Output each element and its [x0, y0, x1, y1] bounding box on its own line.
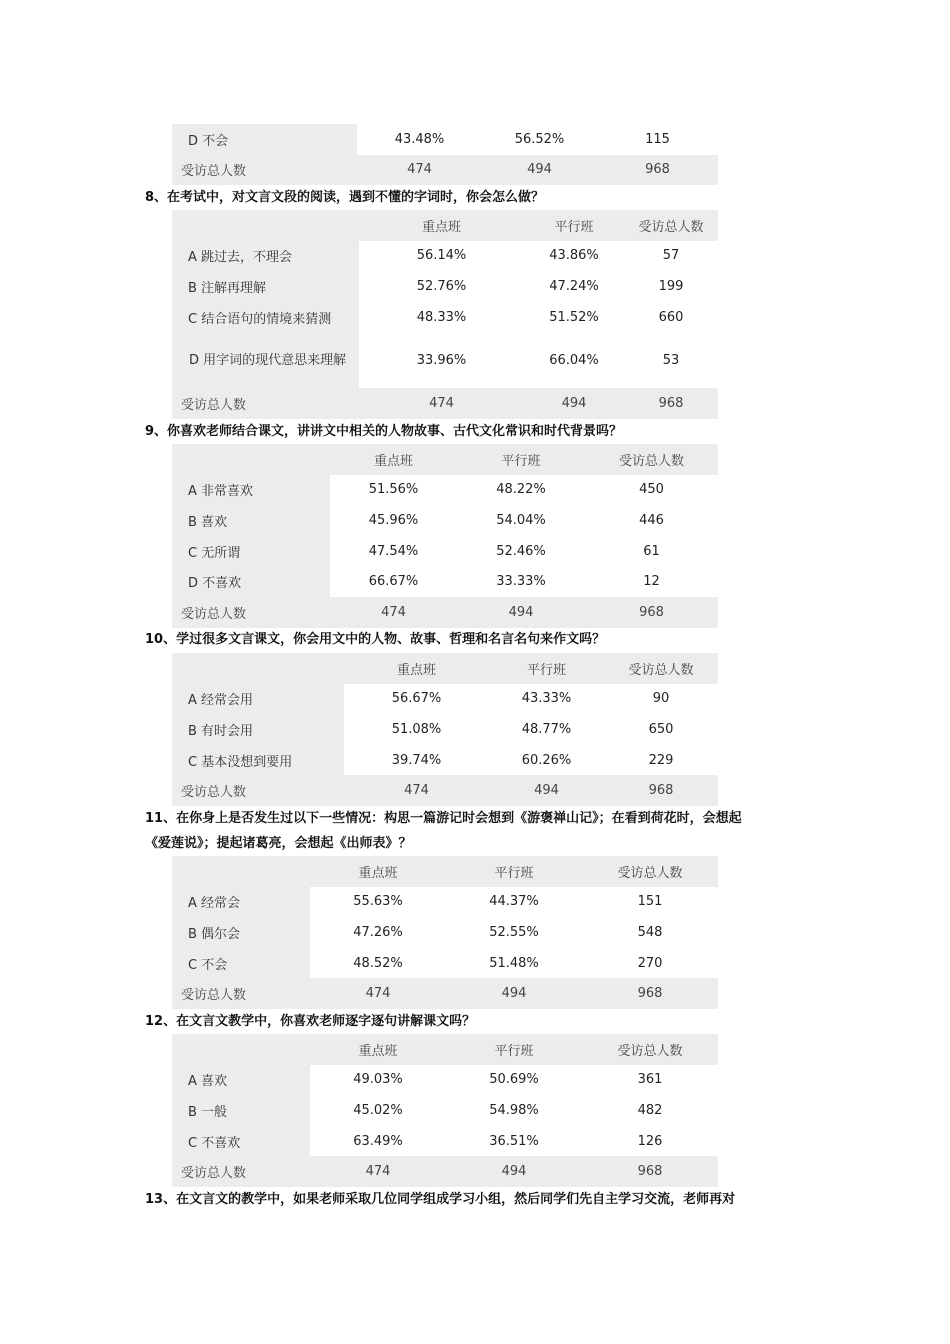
table-row	[172, 684, 718, 715]
key-class-value: 48.33%	[359, 302, 524, 333]
key-class-total: 474	[357, 155, 482, 186]
parallel-class-value: 47.24%	[524, 271, 624, 302]
header-empty	[172, 444, 330, 475]
table-row	[172, 124, 718, 155]
header-parallel-class: 平行班	[457, 444, 585, 475]
row-label: C 基本没想到要用	[172, 745, 344, 776]
key-class-value: 39.74%	[344, 745, 489, 776]
table-row	[172, 1126, 718, 1157]
total-value: 61	[585, 536, 718, 567]
question-8: 8、在考试中，对文言文段的阅读，遇到不懂的字词时，你会怎么做？	[145, 190, 545, 205]
key-class-total: 474	[310, 978, 446, 1009]
table-header	[172, 1034, 718, 1065]
header-empty	[172, 856, 310, 887]
question-13: 13、在文言文的教学中，如果老师采取几位同学组成学习小组，然后同学们先自主学习交流，老师再对	[145, 1192, 736, 1207]
key-class-value: 47.54%	[330, 536, 457, 567]
header-parallel-class: 平行班	[446, 856, 582, 887]
table-header	[172, 210, 718, 241]
key-class-value: 56.67%	[344, 684, 489, 715]
key-class-value: 43.48%	[357, 124, 482, 155]
q7-table	[172, 124, 718, 185]
row-label: A 经常会	[172, 887, 310, 918]
header-key-class: 重点班	[330, 444, 457, 475]
totals-label: 受访总人数	[172, 978, 310, 1009]
parallel-class-value: 44.37%	[446, 887, 582, 918]
key-class-total: 474	[310, 1156, 446, 1187]
row-label: C 不喜欢	[172, 1126, 310, 1157]
key-class-value: 51.56%	[330, 475, 457, 506]
row-label: C 不会	[172, 948, 310, 979]
header-empty	[172, 653, 344, 684]
key-class-value: 45.96%	[330, 505, 457, 536]
question-9: 9、你喜欢老师结合课文，讲讲文中相关的人物故事、古代文化常识和时代背景吗？	[145, 424, 623, 439]
row-label: A 非常喜欢	[172, 475, 330, 506]
table-row	[172, 241, 718, 272]
parallel-class-value: 51.48%	[446, 948, 582, 979]
row-label: C 无所谓	[172, 536, 330, 567]
total-value: 115	[597, 124, 718, 155]
parallel-class-value: 43.33%	[489, 684, 604, 715]
parallel-class-value: 51.52%	[524, 302, 624, 333]
parallel-class-value: 33.33%	[457, 566, 585, 597]
totals-row	[172, 775, 718, 806]
totals-label: 受访总人数	[172, 1156, 310, 1187]
parallel-class-total: 494	[482, 155, 597, 186]
total-value: 151	[582, 887, 718, 918]
table-row	[172, 1065, 718, 1096]
total-value: 482	[582, 1095, 718, 1126]
totals-row	[172, 597, 718, 628]
total-value: 660	[624, 302, 718, 333]
header-key-class: 重点班	[310, 1034, 446, 1065]
grand-total: 968	[604, 775, 718, 806]
table-row	[172, 475, 718, 506]
parallel-class-total: 494	[489, 775, 604, 806]
header-key-class: 重点班	[359, 210, 524, 241]
table-row	[172, 536, 718, 567]
total-value: 57	[624, 241, 718, 272]
key-class-value: 48.52%	[310, 948, 446, 979]
parallel-class-value: 50.69%	[446, 1065, 582, 1096]
key-class-total: 474	[344, 775, 489, 806]
totals-label: 受访总人数	[172, 155, 357, 186]
q11-table	[172, 856, 718, 1009]
table-row	[172, 887, 718, 918]
total-value: 270	[582, 948, 718, 979]
grand-total: 968	[585, 597, 718, 628]
key-class-value: 47.26%	[310, 917, 446, 948]
header-key-class: 重点班	[310, 856, 446, 887]
totals-row	[172, 155, 718, 186]
grand-total: 968	[597, 155, 718, 186]
table-row	[172, 1095, 718, 1126]
row-label: A 经常会用	[172, 684, 344, 715]
question-11	[145, 806, 815, 856]
question-10: 10、学过很多文言课文，你会用文中的人物、故事、哲理和名言名句来作文吗？	[145, 632, 606, 647]
parallel-class-total: 494	[457, 597, 585, 628]
total-value: 650	[604, 714, 718, 745]
header-total: 受访总人数	[582, 1034, 718, 1065]
row-label: B 注解再理解	[172, 271, 359, 302]
key-class-value: 55.63%	[310, 887, 446, 918]
parallel-class-value: 52.46%	[457, 536, 585, 567]
question-12: 12、在文言文教学中，你喜欢老师逐字逐句讲解课文吗？	[145, 1014, 476, 1029]
key-class-value: 45.02%	[310, 1095, 446, 1126]
parallel-class-value: 56.52%	[482, 124, 597, 155]
grand-total: 968	[582, 978, 718, 1009]
total-value: 90	[604, 684, 718, 715]
total-value: 548	[582, 917, 718, 948]
totals-label: 受访总人数	[172, 775, 344, 806]
row-label: B 一般	[172, 1095, 310, 1126]
grand-total: 968	[582, 1156, 718, 1187]
key-class-value: 66.67%	[330, 566, 457, 597]
row-label: A 喜欢	[172, 1065, 310, 1096]
header-parallel-class: 平行班	[524, 210, 624, 241]
key-class-total: 474	[330, 597, 457, 628]
totals-row	[172, 388, 718, 419]
key-class-value: 33.96%	[359, 332, 524, 388]
question-11-line-2: 《爱莲说》；提起诸葛亮，会想起《出师表》？	[145, 836, 412, 851]
parallel-class-value: 36.51%	[446, 1126, 582, 1157]
row-label: B 喜欢	[172, 505, 330, 536]
parallel-class-total: 494	[446, 1156, 582, 1187]
total-value: 126	[582, 1126, 718, 1157]
row-label: C 结合语句的情境来猜测	[172, 302, 359, 333]
table-row	[172, 302, 718, 333]
key-class-value: 56.14%	[359, 241, 524, 272]
table-row	[172, 505, 718, 536]
header-total: 受访总人数	[585, 444, 718, 475]
parallel-class-value: 48.77%	[489, 714, 604, 745]
header-parallel-class: 平行班	[489, 653, 604, 684]
header-total: 受访总人数	[604, 653, 718, 684]
row-label: B 有时会用	[172, 714, 344, 745]
row-label: A 跳过去，不理会	[172, 241, 359, 272]
row-label: D 用字词的现代意思来理解	[172, 332, 359, 388]
table-header	[172, 856, 718, 887]
parallel-class-total: 494	[524, 388, 624, 419]
key-class-value: 52.76%	[359, 271, 524, 302]
table-row	[172, 745, 718, 776]
totals-row	[172, 978, 718, 1009]
row-label: D 不会	[172, 124, 357, 155]
totals-row	[172, 1156, 718, 1187]
table-row	[172, 917, 718, 948]
question-11-line-1: 11、在你身上是否发生过以下一些情况：构思一篇游记时会想到《游褒禅山记》；在看到荷花时，会想起	[145, 811, 742, 826]
table-header	[172, 444, 718, 475]
table-row	[172, 271, 718, 302]
total-value: 361	[582, 1065, 718, 1096]
header-empty	[172, 1034, 310, 1065]
header-parallel-class: 平行班	[446, 1034, 582, 1065]
total-value: 12	[585, 566, 718, 597]
key-class-value: 51.08%	[344, 714, 489, 745]
parallel-class-value: 48.22%	[457, 475, 585, 506]
key-class-value: 49.03%	[310, 1065, 446, 1096]
table-row	[172, 332, 718, 388]
total-value: 53	[624, 332, 718, 388]
row-label: D 不喜欢	[172, 566, 330, 597]
q9-table	[172, 444, 718, 628]
totals-label: 受访总人数	[172, 597, 330, 628]
table-row	[172, 714, 718, 745]
parallel-class-value: 43.86%	[524, 241, 624, 272]
table-header	[172, 653, 718, 684]
totals-label: 受访总人数	[172, 388, 359, 419]
key-class-total: 474	[359, 388, 524, 419]
parallel-class-total: 494	[446, 978, 582, 1009]
total-value: 199	[624, 271, 718, 302]
grand-total: 968	[624, 388, 718, 419]
header-total: 受访总人数	[624, 210, 718, 241]
key-class-value: 63.49%	[310, 1126, 446, 1157]
header-key-class: 重点班	[344, 653, 489, 684]
header-empty	[172, 210, 359, 241]
q12-table	[172, 1034, 718, 1187]
total-value: 229	[604, 745, 718, 776]
parallel-class-value: 54.04%	[457, 505, 585, 536]
row-label: B 偶尔会	[172, 917, 310, 948]
q8-table	[172, 210, 718, 419]
parallel-class-value: 52.55%	[446, 917, 582, 948]
parallel-class-value: 54.98%	[446, 1095, 582, 1126]
total-value: 446	[585, 505, 718, 536]
table-row	[172, 948, 718, 979]
q10-table	[172, 653, 718, 806]
table-row	[172, 566, 718, 597]
total-value: 450	[585, 475, 718, 506]
parallel-class-value: 60.26%	[489, 745, 604, 776]
parallel-class-value: 66.04%	[524, 332, 624, 388]
header-total: 受访总人数	[582, 856, 718, 887]
